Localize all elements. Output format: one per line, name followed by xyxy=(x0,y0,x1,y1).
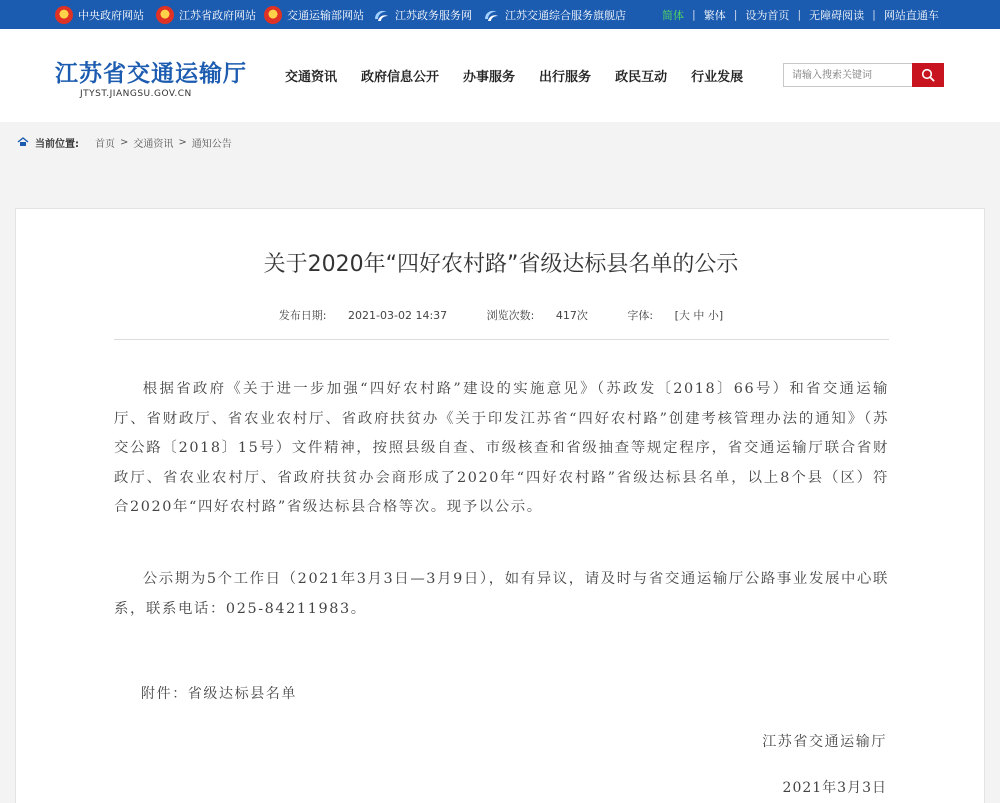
nav-item-services[interactable]: 办事服务 xyxy=(463,70,516,85)
link-label: 江苏省政府网站 xyxy=(179,8,256,22)
link-label: 交通运输部网站 xyxy=(287,8,364,22)
link-central-gov[interactable] xyxy=(55,0,144,29)
nav-item-interaction[interactable]: 政民互动 xyxy=(615,70,668,85)
view-count-label: 浏览次数: xyxy=(486,309,535,322)
article-title: 关于2020年“四好农村路”省级达标县名单的公示 xyxy=(263,252,739,277)
separator: | xyxy=(872,8,876,21)
link-gov-service[interactable] xyxy=(372,0,472,29)
set-home-link[interactable]: 设为首页 xyxy=(745,8,790,22)
link-label: 江苏交通综合服务旗舰店 xyxy=(505,8,626,22)
view-count-group xyxy=(478,309,597,322)
top-bar xyxy=(0,0,1000,29)
font-size-label: 字体: xyxy=(627,309,654,322)
nav-item-industry[interactable]: 行业发展 xyxy=(691,70,744,85)
publish-date-group xyxy=(270,309,456,322)
search-button[interactable] xyxy=(912,63,944,87)
site-logo-title[interactable]: 江苏省交通运输厅 xyxy=(55,60,247,87)
title-divider xyxy=(114,339,889,340)
search-input[interactable] xyxy=(783,63,913,87)
lang-simplified[interactable]: 简体 xyxy=(662,8,684,22)
accessible-reading-link[interactable]: 无障碍阅读 xyxy=(809,8,865,22)
article-paragraph-2: 公示期为5个工作日（2021年3月3日—3月9日），如有异议，请及时与省交通运输厅公路事业发展中心联系，联系电话：025-84211983。 xyxy=(114,571,889,617)
font-size-controls[interactable]: [大 中 小] xyxy=(674,309,724,322)
top-right-links xyxy=(662,0,939,29)
breadcrumb-notices[interactable]: 通知公告 xyxy=(191,138,232,150)
link-label: 中央政府网站 xyxy=(78,8,144,22)
publish-date: 2021-03-02 14:37 xyxy=(348,309,448,322)
publish-date-label: 发布日期: xyxy=(278,309,327,322)
link-label: 江苏政务服务网 xyxy=(395,8,472,22)
breadcrumb-label: 当前位置: xyxy=(35,138,79,150)
breadcrumb-separator: > xyxy=(178,136,187,148)
national-emblem-icon xyxy=(156,6,174,24)
national-emblem-icon xyxy=(55,6,73,24)
article-panel xyxy=(15,208,985,803)
font-size-group xyxy=(618,309,732,322)
nav-item-gov-info[interactable]: 政府信息公开 xyxy=(361,70,440,85)
site-express-link[interactable]: 网站直通车 xyxy=(883,8,939,22)
link-mot[interactable] xyxy=(264,0,364,29)
separator: | xyxy=(692,8,696,21)
search-icon xyxy=(921,68,935,82)
lang-traditional[interactable]: 繁体 xyxy=(703,8,726,22)
breadcrumb-home[interactable]: 首页 xyxy=(95,138,115,150)
article-paragraph-1: 根据省政府《关于进一步加强“四好农村路”建设的实施意见》（苏政发〔2018〕66号）和省交通运输厅、省财政厅、省农业农村厅、省政府扶贫办《关于印发江苏省“四好农村路”创建考核管理办法的通知》（苏交公路〔2018〕15号）文件精神，按照县级自查、市级核查和省级抽查等规定程序，省交通运输厅联合省财政厅、省农业农村厅、省政府扶贫办会商形成了2020年“四好农村路”省级达标县名单，以上8个县（区）符合2020年“四好农村路”省级达标县合格等次。现予以公示。 xyxy=(114,381,889,515)
article-meta xyxy=(16,307,986,323)
article-date: 2021年3月3日 xyxy=(782,780,887,796)
link-flagship-store[interactable] xyxy=(482,0,626,29)
main-nav xyxy=(285,66,767,85)
national-emblem-icon xyxy=(264,6,282,24)
separator: | xyxy=(733,8,738,21)
breadcrumb-separator: > xyxy=(120,136,129,148)
gov-service-icon xyxy=(482,6,500,24)
site-url: JTYST.JIANGSU.GOV.CN xyxy=(80,89,192,99)
nav-item-travel[interactable]: 出行服务 xyxy=(539,70,592,85)
breadcrumb xyxy=(0,122,1000,162)
attachment-link[interactable]: 附件：省级达标县名单 xyxy=(141,686,297,702)
home-icon xyxy=(17,137,29,147)
view-count: 417次 xyxy=(555,309,588,322)
site-header xyxy=(0,29,1000,122)
breadcrumb-traffic-news[interactable]: 交通资讯 xyxy=(133,138,174,150)
separator: | xyxy=(797,8,802,21)
gov-service-icon xyxy=(372,6,390,24)
article-signature: 江苏省交通运输厅 xyxy=(762,734,887,750)
link-jiangsu-gov[interactable] xyxy=(156,0,256,29)
nav-item-traffic-news[interactable]: 交通资讯 xyxy=(285,70,338,85)
